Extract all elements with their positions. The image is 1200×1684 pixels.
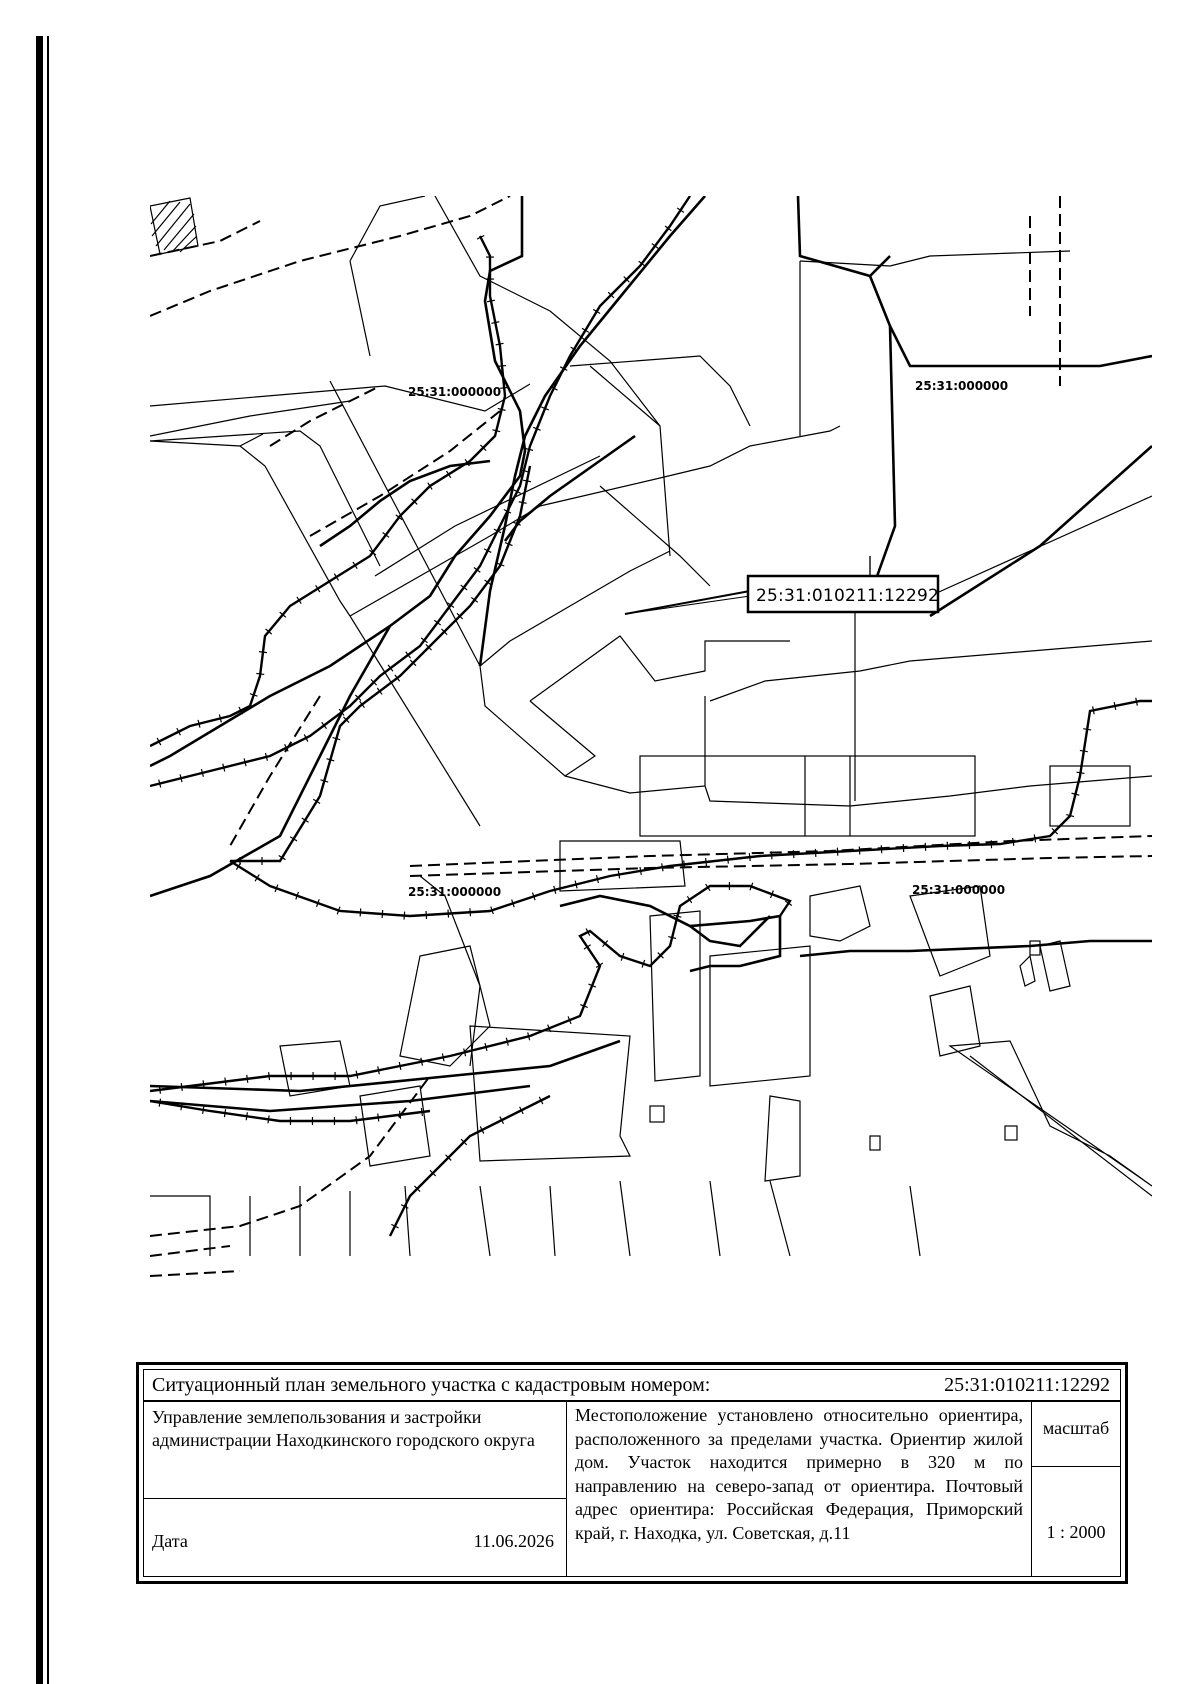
title-block-frame <box>143 1369 1121 1577</box>
area-label-2: 25:31:000000 <box>915 379 1009 393</box>
scale-value: 1 : 2000 <box>1046 1522 1106 1542</box>
area-label-1: 25:31:000000 <box>408 385 502 399</box>
area-label-3: 25:31:000000 <box>408 885 502 899</box>
building-outlines <box>150 756 1152 1256</box>
date-label: Дата <box>152 1531 188 1551</box>
scale-label: масштаб <box>1042 1418 1110 1438</box>
area-label-4: 25:31:000000 <box>912 883 1006 897</box>
page-border-line <box>47 36 49 1684</box>
title-block-header <box>144 1370 1120 1402</box>
date-value: 11.06.2026 <box>473 1531 554 1551</box>
page-border-bar <box>36 36 43 1684</box>
location-column <box>567 1402 1032 1576</box>
scale-divider <box>1032 1466 1120 1467</box>
organization-column <box>144 1402 567 1576</box>
hatched-building <box>150 198 198 254</box>
scale-column <box>1032 1402 1120 1576</box>
title-block <box>136 1362 1128 1584</box>
parcel-callout <box>150 196 938 614</box>
date-row <box>144 1498 566 1576</box>
plan-cadastral-number: 25:31:010211:12292 <box>944 1374 1110 1396</box>
organization-name: Управление землепользования и застройки администрации Находкинского городского округа <box>152 1407 535 1450</box>
plan-title: Ситуационный план земельного участка с кадастровым номером: <box>152 1374 711 1396</box>
parcel-cadastral-number: 25:31:010211:12292 <box>756 586 940 606</box>
situational-plan-map <box>150 196 1152 1316</box>
dashed-lines <box>150 196 1152 1276</box>
location-description: Местоположение установлено относительно ориентира, расположенного за пределами участка. Ориентир жилой дом. Участок находится примерно в 320 м по направлению на северо-запад от ориентира. Почтовый адрес ориентира: Российская Федерация, Приморский край, г. Находка, ул. Советская, д.11 <box>575 1405 1023 1543</box>
